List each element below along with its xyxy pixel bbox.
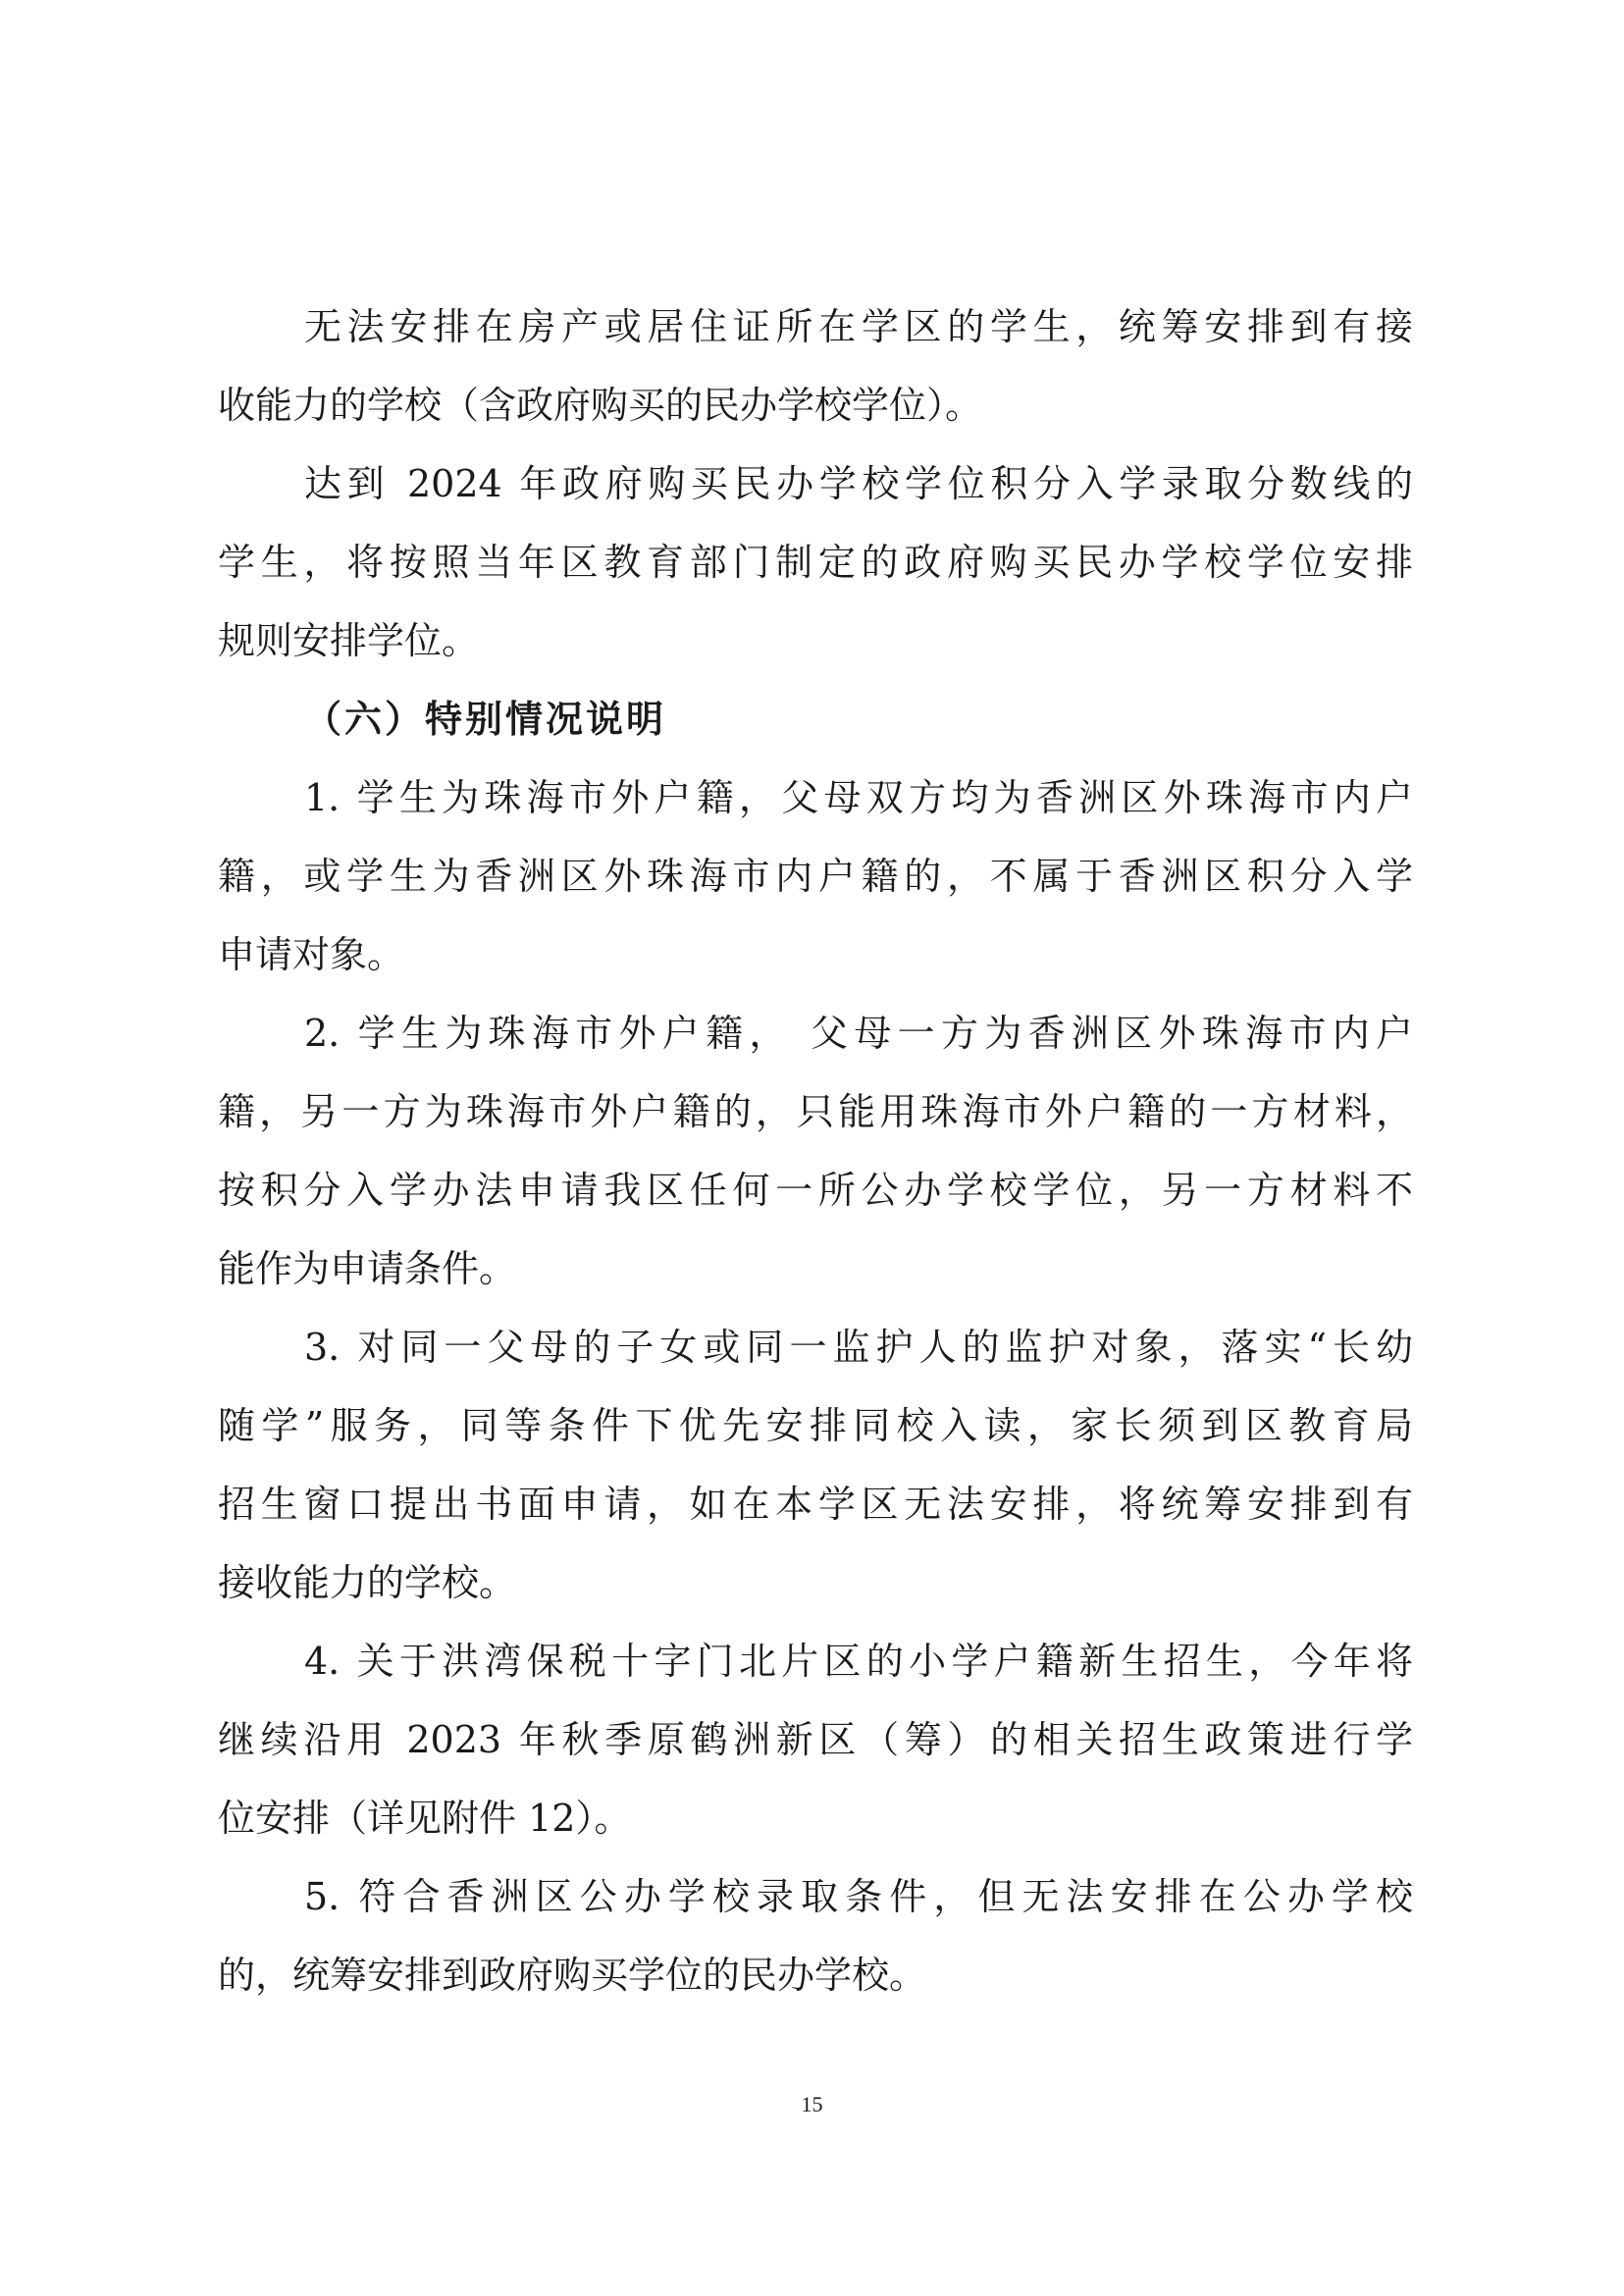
paragraph-line: 的，统筹安排到政府购买学位的民办学校。 bbox=[218, 1954, 927, 1997]
paragraph-line: 学生，将按照当年区教育部门制定的政府购买民办学校学位安排 bbox=[218, 541, 1413, 584]
paragraph-line: 籍，或学生为香洲区外珠海市内户籍的，不属于香洲区积分入学 bbox=[218, 855, 1413, 898]
paragraph-line: 随学”服务，同等条件下优先安排同校入读，家长须到区教育局 bbox=[218, 1404, 1413, 1447]
paragraph-line: 申请对象。 bbox=[218, 933, 405, 976]
paragraph-line: 继续沿用 2023 年秋季原鹤洲新区（筹）的相关招生政策进行学 bbox=[218, 1718, 1413, 1761]
paragraph-line: 位安排（详见附件 12）。 bbox=[218, 1797, 632, 1840]
paragraph-line: 规则安排学位。 bbox=[218, 619, 480, 662]
paragraph-line: 接收能力的学校。 bbox=[218, 1561, 517, 1604]
paragraph-line: 收能力的学校（含政府购买的民办学校学位）。 bbox=[218, 384, 983, 427]
paragraph-line: 5. 符合香洲区公办学校录取条件，但无法安排在公办学校 bbox=[304, 1875, 1413, 1918]
section-heading: （六）特别情况说明 bbox=[304, 697, 667, 741]
paragraph-line: 招生窗口提出书面申请，如在本学区无法安排，将统筹安排到有 bbox=[218, 1483, 1413, 1526]
paragraph-line: 无法安排在房产或居住证所在学区的学生，统筹安排到有接 bbox=[304, 305, 1413, 348]
paragraph-line: 籍，另一方为珠海市外户籍的，只能用珠海市外户籍的一方材料， bbox=[218, 1090, 1413, 1133]
paragraph-line: 2. 学生为珠海市外户籍， 父母一方为香洲区外珠海市内户 bbox=[304, 1012, 1413, 1055]
paragraph-line: 达到 2024 年政府购买民办学校学位积分入学录取分数线的 bbox=[304, 462, 1413, 505]
paragraph-line: 4. 关于洪湾保税十字门北片区的小学户籍新生招生，今年将 bbox=[304, 1640, 1413, 1683]
paragraph-line: 3. 对同一父母的子女或同一监护人的监护对象，落实“长幼 bbox=[304, 1326, 1413, 1369]
paragraph-line: 能作为申请条件。 bbox=[218, 1247, 517, 1290]
paragraph-line: 1. 学生为珠海市外户籍，父母双方均为香洲区外珠海市内户 bbox=[304, 776, 1413, 819]
page-number: 15 bbox=[801, 2092, 823, 2116]
paragraph-line: 按积分入学办法申请我区任何一所公办学校学位，另一方材料不 bbox=[218, 1169, 1413, 1212]
